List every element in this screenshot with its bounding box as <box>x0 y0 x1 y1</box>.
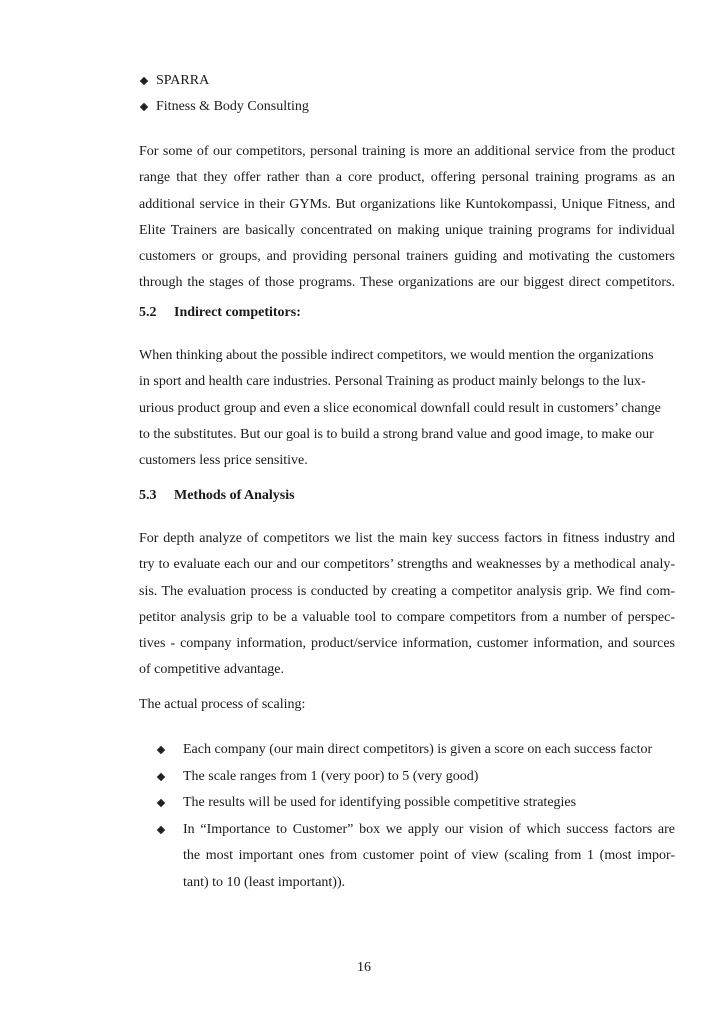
diamond-bullet-icon <box>157 825 165 833</box>
diamond-bullet-icon <box>157 746 165 754</box>
text-line: customers or groups, and providing personal trainers guiding and motivating the customers <box>139 249 675 265</box>
list-item <box>155 790 675 817</box>
text-line: When thinking about the possible indirect competitors, we would mention the organizations <box>139 348 654 363</box>
section-title: Indirect competitors: <box>174 305 301 320</box>
section-heading-methods-of-analysis <box>139 488 295 504</box>
scaling-bullet-list <box>155 737 675 896</box>
text-line: For some of our competitors, personal training is more an additional service from the product <box>139 144 675 159</box>
text-line: additional service in their GYMs. But organizations like Kuntokompassi, Unique Fitness, and <box>139 196 675 212</box>
text-line: of competitive advantage. <box>139 662 284 678</box>
list-item-text: the most important ones from customer point of view (scaling from 1 (most impor- <box>183 848 675 863</box>
paragraph-direct-competitors <box>139 139 675 297</box>
text-line: to the substitutes. But our goal is to build a strong brand value and good image, to make our <box>139 426 654 442</box>
list-item-text: Each company (our main direct competitors) is given a score on each success factor <box>183 742 653 757</box>
paragraph-indirect-competitors <box>139 343 675 474</box>
text-line: customers less price sensitive. <box>139 453 308 469</box>
text-line: urious product group and even a slice economical downfall could result in customers’ change <box>139 400 661 416</box>
list-item <box>155 764 675 791</box>
list-item-text: tant) to 10 (least important)). <box>183 874 346 890</box>
text-line: in sport and health care industries. Personal Training as product mainly belongs to the lux- <box>139 374 646 390</box>
list-item-text: SPARRA <box>156 73 210 88</box>
diamond-bullet-icon <box>140 103 148 111</box>
text-line: petitor analysis grip to be a valuable tool to compare competitors from a number of perspec- <box>139 609 675 625</box>
list-item <box>155 737 675 764</box>
diamond-bullet-icon <box>157 772 165 780</box>
text-line: range that they offer rather than a core product, offering personal training programs as an <box>139 170 675 186</box>
text-line: through the stages of those programs. These organizations are our biggest direct competitors. <box>139 275 675 291</box>
text-line: tives - company information, product/service information, customer information, and sources <box>139 636 675 652</box>
diamond-bullet-icon <box>157 799 165 807</box>
list-item <box>139 68 309 94</box>
text-line: The actual process of scaling: <box>139 697 306 712</box>
section-number: 5.2 <box>139 305 157 320</box>
list-item <box>139 94 309 120</box>
text-line: try to evaluate each our and our competitors’ strengths and weaknesses by a methodical analy- <box>139 557 675 573</box>
list-item-text: Fitness & Body Consulting <box>156 99 309 114</box>
section-title: Methods of Analysis <box>174 488 295 503</box>
paragraph-scaling-intro <box>139 692 675 718</box>
text-line: Elite Trainers are basically concentrated on making unique training programs for individual <box>139 222 675 238</box>
diamond-bullet-icon <box>140 77 148 85</box>
page-number: 16 <box>357 960 371 975</box>
text-line: For depth analyze of competitors we list the main key success factors in fitness industry and <box>139 531 675 546</box>
list-item-text: In “Importance to Customer” box we apply our vision of which success factors are <box>183 821 675 837</box>
section-number: 5.3 <box>139 488 157 503</box>
list-item <box>155 817 675 897</box>
list-item-text: The results will be used for identifying possible competitive strategies <box>183 795 577 810</box>
paragraph-methods-of-analysis <box>139 526 675 684</box>
text-line: sis. The evaluation process is conducted by creating a competitor analysis grip. We find com- <box>139 583 675 599</box>
competitor-bullet-list <box>139 68 309 120</box>
section-heading-indirect-competitors <box>139 305 301 321</box>
list-item-text: The scale ranges from 1 (very poor) to 5 (very good) <box>183 768 479 784</box>
